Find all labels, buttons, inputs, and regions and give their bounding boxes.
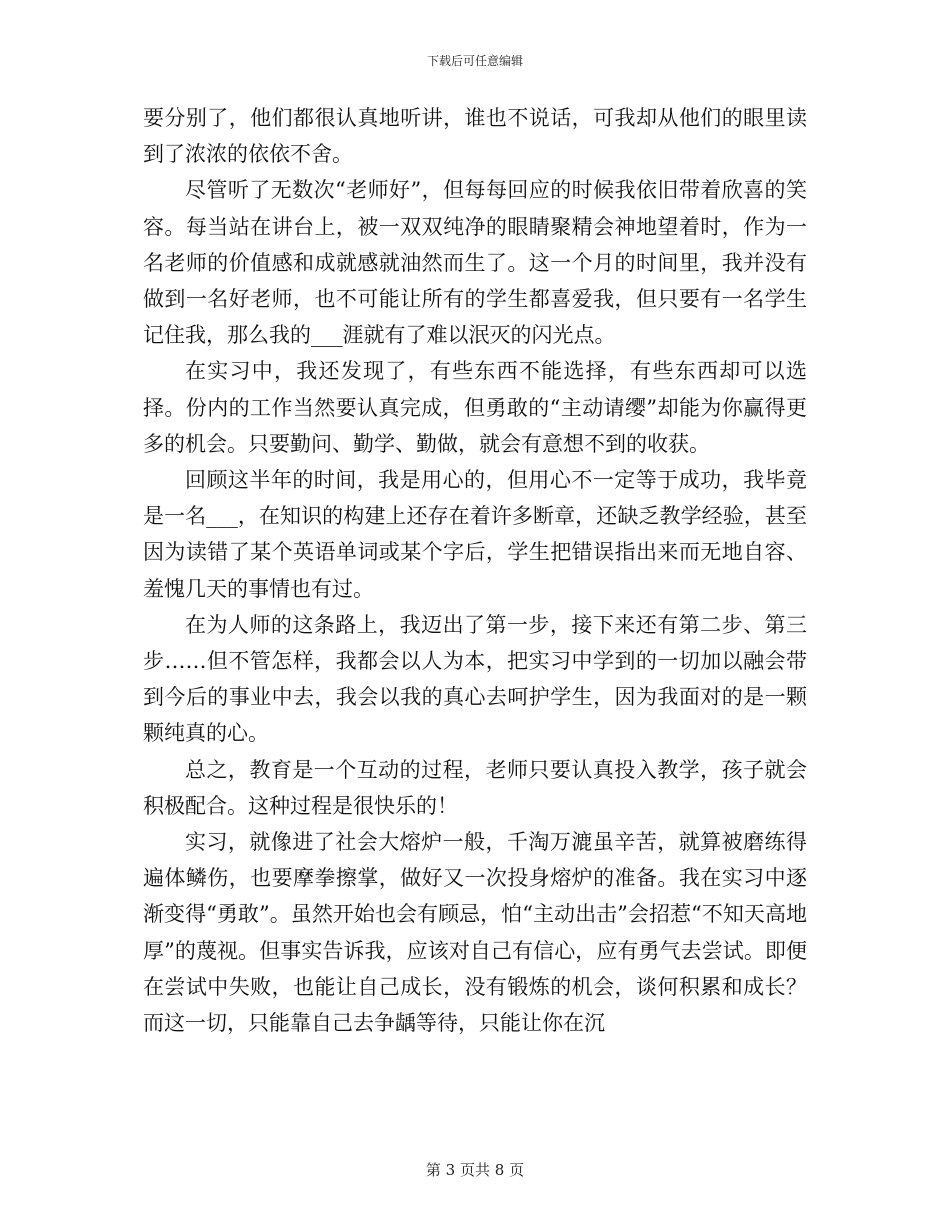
document-body bbox=[143, 100, 807, 1041]
paragraph-6: 总之，教育是一个互动的过程，老师只要认真投入教学，孩子就会积极配合。这种过程是很快乐的！ bbox=[143, 757, 807, 818]
paragraph-2: 尽管听了无数次“老师好”，但每每回应的时候我依旧带着欣喜的笑容。每当站在讲台上，被一双双纯净的眼睛聚精会神地望着时，作为一名老师的价值感和成就感就油然而生了。这一个月的时间里，我并没有做到一名好老师，也不可能让所有的学生都喜爱我，但只要有一名学生记住我，那么我的___涯就有了难以泯灭的闪光点。 bbox=[143, 178, 807, 348]
page-number-footer: 第 3 页共 8 页 bbox=[425, 1161, 525, 1179]
paragraph-3: 在实习中，我还发现了，有些东西不能选择，有些东西却可以选择。份内的工作当然要认真完成，但勇敢的“主动请缨”却能为你赢得更多的机会。只要勤问、勤学、勤做，就会有意想不到的收获。 bbox=[143, 359, 807, 456]
paragraph-4: 回顾这半年的时间，我是用心的，但用心不一定等于成功，我毕竟是一名___，在知识的构建上还存在着许多断章，还缺乏教学经验，甚至因为读错了某个英语单词或某个字后，学生把错误指出来而无地自容、羞愧几天的事情也有过。 bbox=[143, 468, 807, 601]
page-header: 下载后可任意编辑 bbox=[426, 54, 523, 68]
paragraph-7: 实习，就像进了社会大熔炉一般，千淘万漉虽辛苦，就算被磨练得遍体鳞伤，也要摩拳擦掌，做好又一次投身熔炉的准备。我在实习中逐渐变得“勇敢”。虽然开始也会有顾忌，怕“主动出击”会招惹“不知天高地厚”的蔑视。但事实告诉我，应该对自己有信心，应有勇气去尝试。即便在尝试中失败，也能让自己成长，没有锻炼的机会，谈何积累和成长？而这一切，只能靠自己去争龋等待，只能让你在沉 bbox=[143, 830, 807, 1036]
paragraph-5: 在为人师的这条路上，我迈出了第一步，接下来还有第二步、第三步……但不管怎样，我都会以人为本，把实习中学到的一切加以融会带到今后的事业中去，我会以我的真心去呵护学生，因为我面对的是一颗颗纯真的心。 bbox=[143, 612, 807, 746]
paragraph-1: 要分别了，他们都很认真地听讲，谁也不说话，可我却从他们的眼里读到了浓浓的依依不舍。 bbox=[143, 106, 807, 167]
